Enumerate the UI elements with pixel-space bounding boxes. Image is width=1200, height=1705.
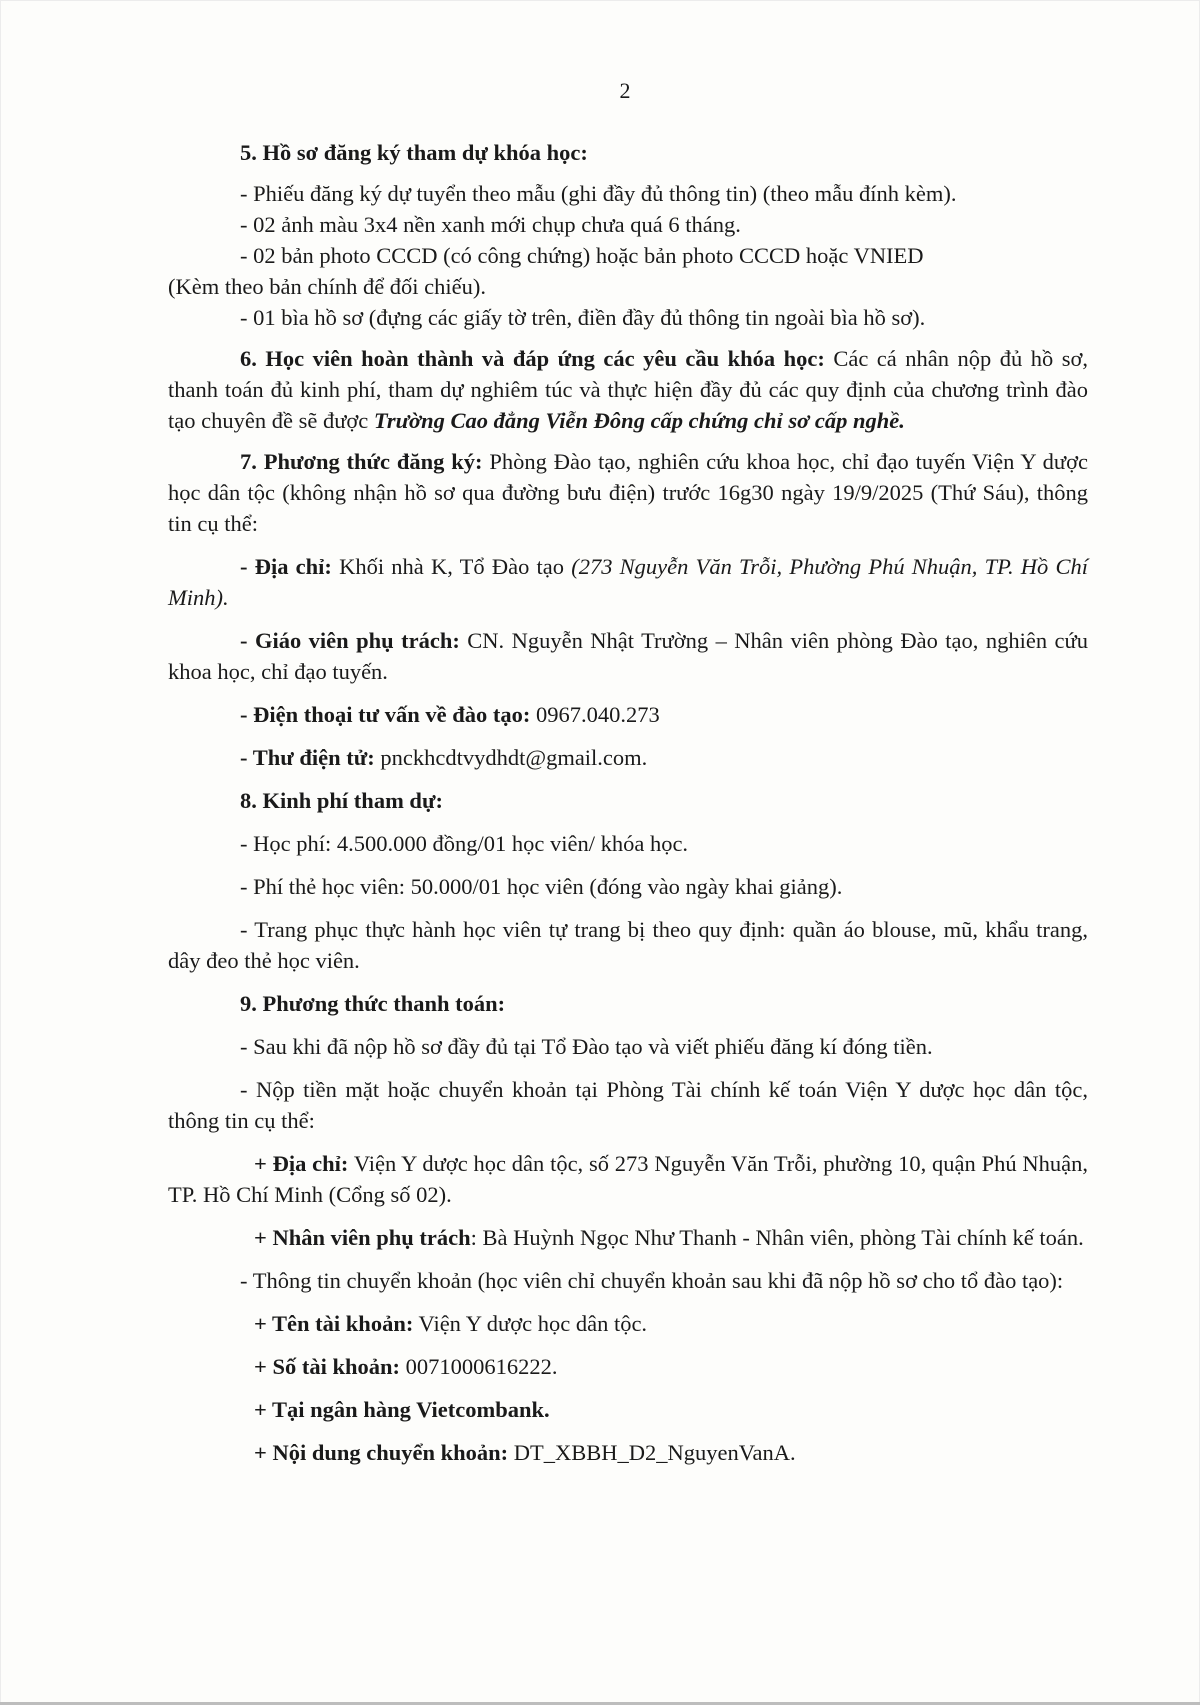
section-7-heading: 7. Phương thức đăng ký: — [240, 449, 483, 474]
s7-email-label: - Thư điện tử: — [240, 745, 375, 770]
s9-transfer-intro: - Thông tin chuyển khoản (học viên chỉ chuyển khoản sau khi đã nộp hồ sơ cho tổ đào tạo): — [240, 1268, 1064, 1293]
section-9-heading — [168, 988, 1088, 1019]
s9-address-label: + Địa chỉ: — [254, 1151, 349, 1176]
section-7-paragraph — [168, 446, 1088, 539]
s8-item-1: - Học phí: 4.500.000 đồng/01 học viên/ khóa học. — [240, 831, 689, 856]
s7-phone-label: - Điện thoại tư vấn về đào tạo: — [240, 702, 531, 727]
page-number: 2 — [619, 78, 631, 103]
s9-account-number-label: + Số tài khoản: — [254, 1354, 400, 1379]
s9-item-1: - Sau khi đã nộp hồ sơ đầy đủ tại Tổ Đào tạo và viết phiếu đăng kí đóng tiền. — [240, 1034, 933, 1059]
s7-email — [168, 742, 1088, 773]
s7-address — [168, 551, 1088, 613]
s7-address-text: Khối nhà K, Tổ Đào tạo — [331, 554, 572, 579]
s5-item-2: - 02 ảnh màu 3x4 nền xanh mới chụp chưa quá 6 tháng. — [240, 212, 741, 237]
s8-item-2: - Phí thẻ học viên: 50.000/01 học viên (đóng vào ngày khai giảng). — [240, 874, 843, 899]
s9-account-name — [168, 1308, 1088, 1339]
section-8-heading — [168, 785, 1088, 816]
section-6-heading: 6. Học viên hoàn thành và đáp ứng các yêu cầu khóa học: — [240, 346, 825, 371]
s7-teacher-text: CN. Nguyễn Nhật Trường – Nhân viên phòng Đào tạo, nghiên cứu khoa học, chỉ đạo tuyến. — [168, 628, 1088, 684]
section-8-heading-text: 8. Kinh phí tham dự: — [240, 788, 443, 813]
s9-staff-label: + Nhân viên phụ trách — [254, 1225, 471, 1250]
s7-phone — [168, 699, 1088, 730]
section-7-text: Phòng Đào tạo, nghiên cứu khoa học, chỉ đạo tuyến Viện Y dược học dân tộc (không nhận hồ sơ qua đường bưu điện) trước 16g30 ngày 19/9/2025 (Thứ Sáu), thông tin cụ thể: — [168, 449, 1089, 536]
s7-phone-text: 0967.040.273 — [530, 702, 660, 727]
section-6-paragraph — [168, 343, 1088, 436]
section-6-text: Các cá nhân nộp đủ hồ sơ, thanh toán đủ kinh phí, tham dự nghiêm túc và thực hiện đầy đủ các quy định của chương trình đào tạo chuyên đề sẽ được — [168, 346, 1088, 433]
s9-staff-text: : Bà Huỳnh Ngọc Như Thanh - Nhân viên, phòng Tài chính kế toán. — [470, 1225, 1084, 1250]
section-9-heading-text: 9. Phương thức thanh toán: — [240, 991, 506, 1016]
document-body — [168, 137, 1088, 1468]
s9-account-number — [168, 1351, 1088, 1382]
s9-address — [168, 1148, 1088, 1210]
s8-item-3: - Trang phục thực hành học viên tự trang bị theo quy định: quần áo blouse, mũ, khẩu trang, dây đeo thẻ học viên. — [168, 917, 1088, 973]
s5-item-3: - 02 bản photo CCCD (có công chứng) hoặc bản photo CCCD hoặc VNIED — [240, 243, 924, 268]
s5-item-1: - Phiếu đăng ký dự tuyển theo mẫu (ghi đầy đủ thông tin) (theo mẫu đính kèm). — [240, 181, 957, 206]
s7-address-italic: (273 Nguyễn Văn Trỗi, Phường Phú Nhuận, TP. Hồ Chí Minh). — [168, 554, 1088, 610]
section-6-emphasis: Trường Cao đẳng Viễn Đông cấp chứng chỉ sơ cấp nghề. — [373, 408, 905, 433]
s9-account-number-text: 0071000616222. — [400, 1354, 558, 1379]
s5-item-3-cont: (Kèm theo bản chính để đối chiếu). — [168, 274, 487, 299]
s7-address-label: - Địa chỉ: — [240, 554, 332, 579]
s7-teacher — [168, 625, 1088, 687]
s9-bank — [168, 1394, 1088, 1425]
s9-transfer-content — [168, 1437, 1088, 1468]
s9-account-name-text: Viện Y dược học dân tộc. — [413, 1311, 648, 1336]
section-5-heading — [168, 137, 1088, 168]
s9-bank-label: + Tại ngân hàng Vietcombank. — [254, 1397, 550, 1422]
s9-address-text: Viện Y dược học dân tộc, số 273 Nguyễn Văn Trỗi, phường 10, quận Phú Nhuận, TP. Hồ Chí Minh (Cổng số 02). — [168, 1151, 1088, 1207]
s7-email-text: pnckhcdtvydhdt@gmail.com. — [374, 745, 648, 770]
s5-item-4: - 01 bìa hồ sơ (đựng các giấy tờ trên, điền đầy đủ thông tin ngoài bìa hồ sơ). — [240, 305, 926, 330]
section-5-heading-text: 5. Hồ sơ đăng ký tham dự khóa học: — [240, 140, 588, 165]
s9-account-name-label: + Tên tài khoản: — [254, 1311, 414, 1336]
s9-transfer-content-label: + Nội dung chuyển khoản: — [254, 1440, 509, 1465]
s9-transfer-content-text: DT_XBBH_D2_NguyenVanA. — [508, 1440, 796, 1465]
s7-teacher-label: - Giáo viên phụ trách: — [240, 628, 460, 653]
s9-item-2: - Nộp tiền mặt hoặc chuyển khoản tại Phòng Tài chính kế toán Viện Y dược học dân tộc, thông tin cụ thể: — [168, 1077, 1088, 1133]
s9-staff — [168, 1222, 1088, 1253]
